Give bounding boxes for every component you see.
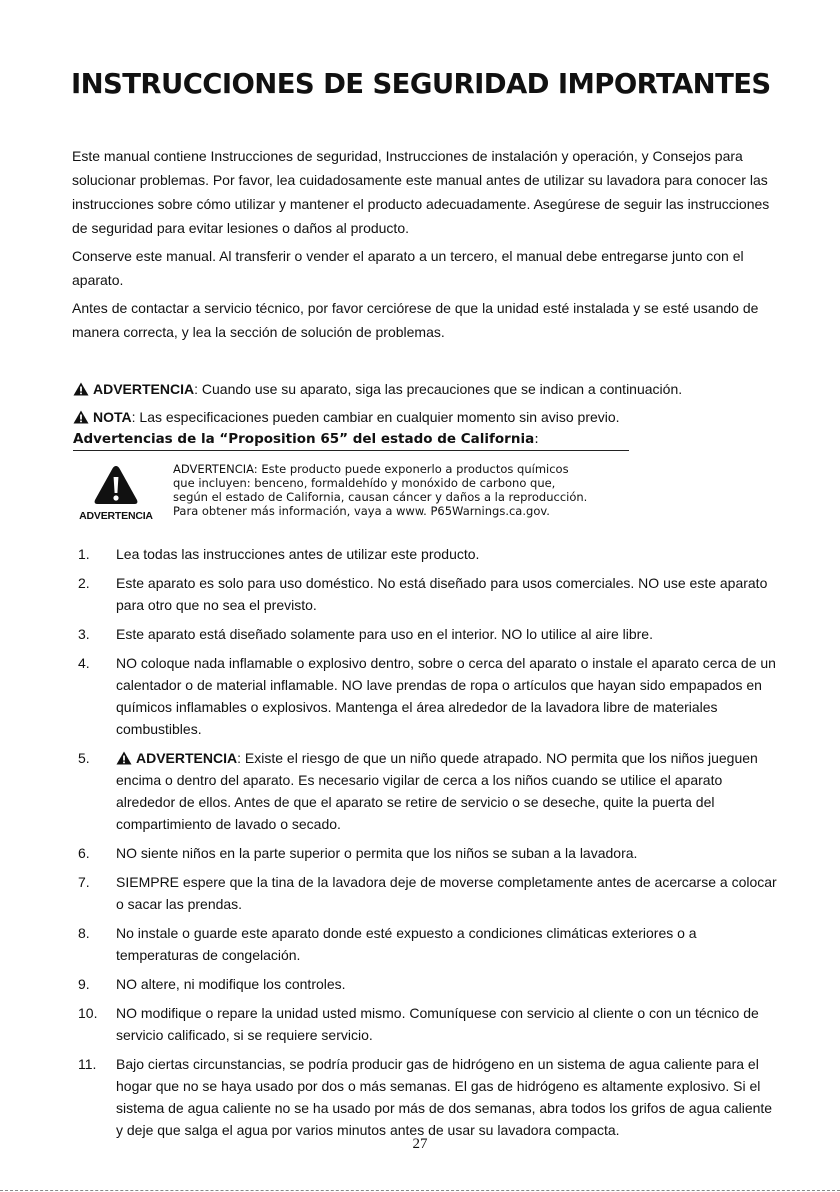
- item-text: Este aparato es solo para uso doméstico. No está diseñado para usos comerciales. NO use este aparato para otro que no sea el previsto.: [116, 575, 768, 613]
- page-number: 27: [412, 1136, 428, 1152]
- item-text: NO altere, ni modifique los controles.: [116, 976, 346, 992]
- item-number: 6.: [78, 845, 90, 861]
- list-item: [78, 871, 778, 915]
- prop65-heading: [73, 431, 629, 451]
- item-number: 8.: [78, 925, 90, 941]
- intro-paragraph: Antes de contactar a servicio técnico, por favor cerciórese de que la unidad esté instalada y se esté usando de manera correcta, y lea la sección de solución de problemas.: [72, 300, 759, 340]
- item-number: 1.: [78, 546, 90, 562]
- prop65-heading-text: Advertencias de la “Proposition 65” del estado de California: [73, 431, 535, 447]
- item-text: Este aparato está diseñado solamente para uso en el interior. NO lo utilice al aire libre.: [116, 626, 653, 642]
- safety-instructions-list: [78, 543, 778, 1148]
- list-item: [78, 543, 778, 565]
- advertencia-label: ADVERTENCIA: [93, 381, 195, 397]
- prop65-heading-colon: :: [534, 431, 539, 447]
- intro-section: [72, 144, 772, 348]
- item-number: 3.: [78, 626, 90, 642]
- item-number: 10.: [78, 1005, 98, 1021]
- nota-line: [73, 408, 620, 426]
- list-item: [78, 652, 778, 740]
- advertencia-line: [73, 380, 682, 398]
- list-item: [78, 1002, 778, 1046]
- item-number: 4.: [78, 655, 90, 671]
- list-item: [78, 842, 778, 864]
- item-text: Bajo ciertas circunstancias, se podría producir gas de hidrógeno en un sistema de agua caliente para el hogar que no se haya usado por dos o más semanas. El gas de hidrógeno es altamente explosivo. Si el sistema de agua caliente no se ha usado por más de dos semanas, abra todos los grifos de agua caliente y deje que salga el agua por varios minutos antes de usar su lavadora compacta.: [116, 1056, 773, 1138]
- page-edge-divider: [0, 1190, 840, 1191]
- list-item: [78, 572, 778, 616]
- nota-text: : Las especificaciones pueden cambiar en cualquier momento sin aviso previo.: [131, 409, 620, 425]
- list-item: [78, 1053, 778, 1141]
- item-number: 11.: [78, 1056, 97, 1072]
- warning-triangle-icon: [73, 382, 89, 396]
- list-item: [78, 922, 778, 966]
- item-warning-label: ADVERTENCIA: [136, 750, 238, 766]
- page-title: INSTRUCCIONES DE SEGURIDAD IMPORTANTES: [71, 68, 771, 100]
- item-number: 2.: [78, 575, 90, 591]
- intro-paragraph: Este manual contiene Instrucciones de seguridad, Instrucciones de instalación y operación, y Consejos para solucionar problemas. Por favor, lea cuidadosamente este manual antes de utilizar su lavadora para conocer las instrucciones sobre cómo utilizar y mantener el producto adecuadamente. Asegúrese de seguir las instrucciones de seguridad para evitar lesiones o daños al producto.: [72, 148, 770, 236]
- advertencia-text: : Cuando use su aparato, siga las precauciones que se indican a continuación.: [194, 381, 683, 397]
- item-text: NO coloque nada inflamable o explosivo dentro, sobre o cerca del aparato o instale el aparato cerca de un calentador o de material inflamable. NO lave prendas de ropa o artículos que hayan sido empapados en químicos inflamables o explosivos. Mantenga el área alrededor de la lavadora libre de materiales combustibles.: [116, 655, 776, 737]
- warning-triangle-icon: [73, 410, 89, 424]
- item-number: 5.: [78, 750, 90, 766]
- item-text: NO siente niños en la parte superior o permita que los niños se suban a la lavadora.: [116, 845, 638, 861]
- prop65-warning-text: ADVERTENCIA: Este producto puede exponerlo a productos químicos que incluyen: benceno, formaldehído y monóxido de carbono que, según el estado de California, causan cáncer y daños a la reproducción. Para obtener más información, vaya a www. P65Warnings.ca.gov.: [173, 462, 588, 518]
- item-number: 9.: [78, 976, 90, 992]
- list-item: [78, 747, 778, 835]
- item-text: : Existe el riesgo de que un niño quede atrapado. NO permita que los niños jueguen encima o dentro del aparato. Es necesario vigilar de cerca a los niños cuando se utilice el aparato alrededor de ellos. Antes de que el aparato se retire de servicio o se deseche, quite la puerta del compartimiento de lavado o secado.: [116, 750, 758, 832]
- item-text: Lea todas las instrucciones antes de utilizar este producto.: [116, 546, 480, 562]
- nota-label: NOTA: [93, 409, 132, 425]
- list-item: [78, 973, 778, 995]
- warning-triangle-icon: [116, 751, 132, 765]
- item-number: 7.: [78, 874, 90, 890]
- item-text: No instale o guarde este aparato donde esté expuesto a condiciones climáticas exteriores o a temperaturas de congelación.: [116, 925, 697, 963]
- list-item: [78, 623, 778, 645]
- prop65-warning-symbol: [76, 464, 156, 522]
- intro-paragraph: Conserve este manual. Al transferir o vender el aparato a un tercero, el manual debe entregarse junto con el aparato.: [72, 248, 744, 288]
- warning-triangle-icon: [93, 464, 139, 506]
- item-text: NO modifique o repare la unidad usted mismo. Comuníquese con servicio al cliente o con un técnico de servicio calificado, si se requiere servicio.: [116, 1005, 759, 1043]
- item-text: SIEMPRE espere que la tina de la lavadora deje de moverse completamente antes de acercarse a colocar o sacar las prendas.: [116, 874, 777, 912]
- prop65-icon-label: ADVERTENCIA: [79, 510, 153, 522]
